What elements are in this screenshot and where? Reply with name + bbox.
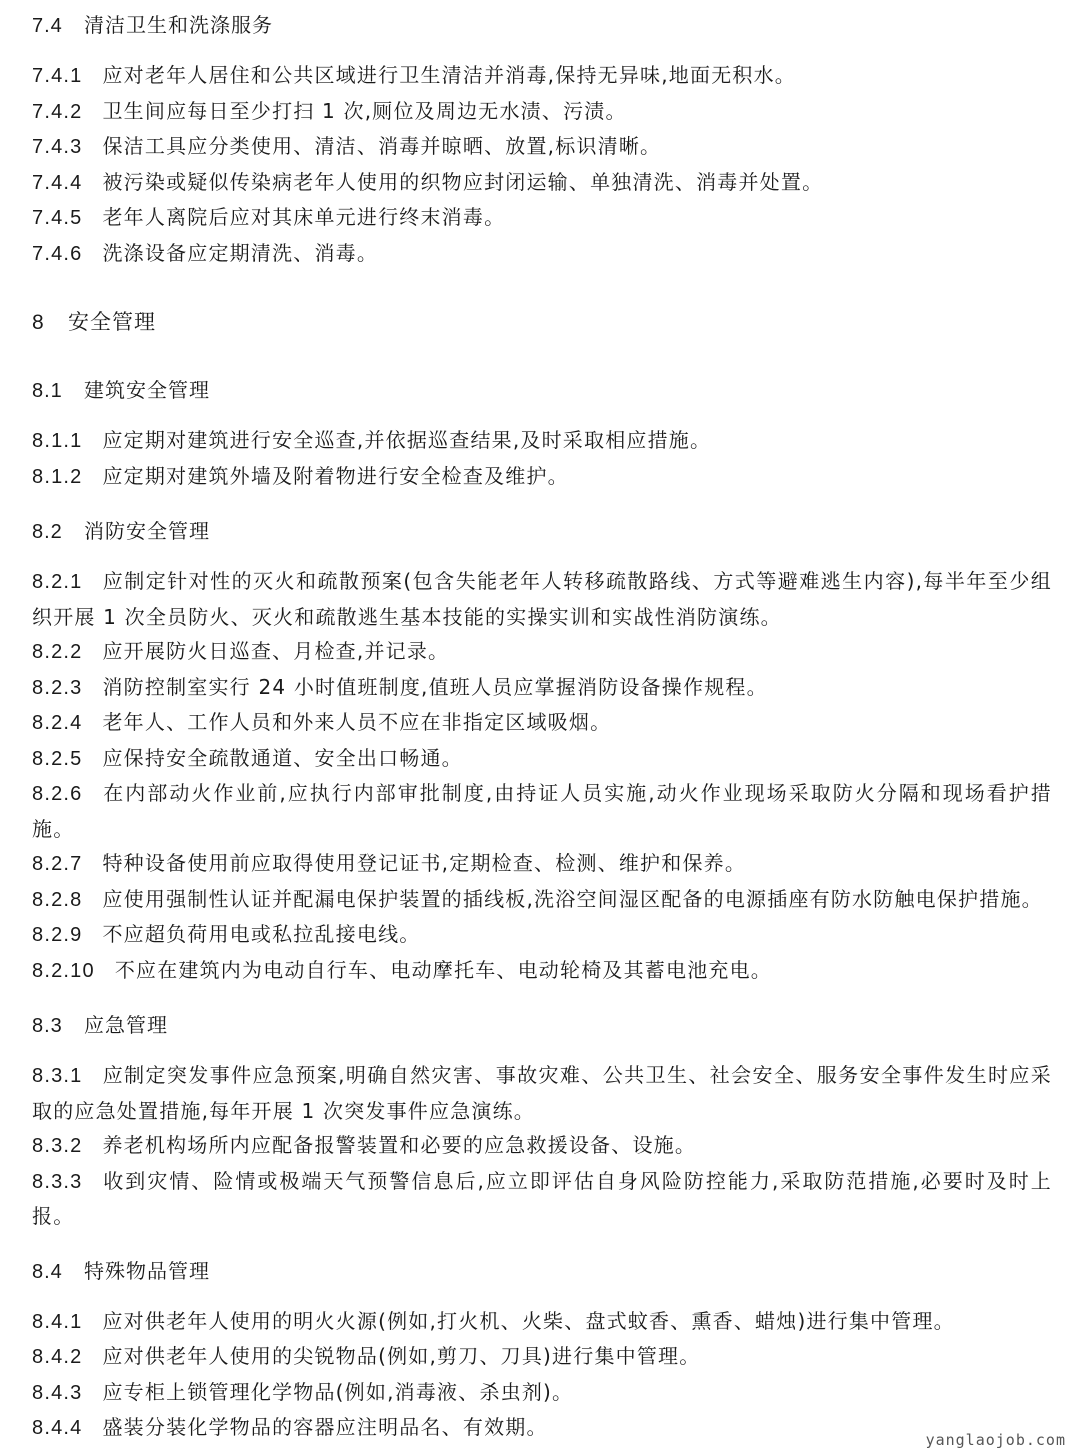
- clause-item: [32, 705, 1052, 741]
- clause-text: 养老机构场所内应配备报警装置和必要的应急救援设备、设施。: [102, 1133, 697, 1157]
- section-7-4: [32, 8, 1052, 271]
- clause-text: 在内部动火作业前,应执行内部审批制度,由持证人员实施,动火作业现场采取防火分隔和现场看护措施。: [32, 781, 1052, 841]
- section-number: 8.3: [32, 1015, 63, 1037]
- clause-item: [32, 1164, 1052, 1234]
- watermark-text: yanglaojob.com: [925, 1431, 1066, 1449]
- clause-item: [32, 1128, 1052, 1164]
- clause-item: [32, 846, 1052, 882]
- clause-text: 卫生间应每日至少打扫 1 次,厕位及周边无水渍、污渍。: [102, 98, 627, 123]
- clause-text: 应对供老年人使用的尖锐物品(例如,剪刀、刀具)进行集中管理。: [102, 1344, 701, 1368]
- clause-number: 8.2.6: [32, 783, 83, 805]
- clause-number: 7.4.6: [32, 242, 83, 265]
- clause-text: 应对老年人居住和公共区域进行卫生清洁并消毒,保持无异味,地面无积水。: [102, 63, 796, 87]
- section-number: 7.4: [32, 15, 63, 37]
- clause-text: 不应在建筑内为电动自行车、电动摩托车、电动轮椅及其蓄电池充电。: [114, 957, 773, 982]
- clause-item: [32, 459, 1052, 495]
- clause-number: 7.4.2: [32, 100, 83, 123]
- clause-item: [32, 776, 1052, 846]
- clause-text: 应开展防火日巡查、月检查,并记录。: [102, 639, 450, 663]
- clause-item: [32, 165, 1052, 201]
- clause-number: 8.2.7: [32, 853, 83, 875]
- clause-text: 不应超负荷用电或私拉乱接电线。: [102, 922, 421, 946]
- clause-item: [32, 1375, 1052, 1411]
- clause-text: 应定期对建筑进行安全巡查,并依据巡查结果,及时采取相应措施。: [102, 428, 712, 452]
- clause-list: [32, 1304, 1052, 1446]
- clause-text: 被污染或疑似传染病老年人使用的织物应封闭运输、单独清洗、消毒并处置。: [102, 169, 824, 194]
- clause-item: [32, 882, 1052, 918]
- clause-number: 8.2.2: [32, 641, 83, 663]
- clause-text: 应制定突发事件应急预案,明确自然灾害、事故灾难、公共卫生、社会安全、服务安全事件发生时应采取的应急处置措施,每年开展 1 次突发事件应急演练。: [32, 1063, 1052, 1123]
- section-8-1: [32, 373, 1052, 494]
- clause-number: 8.2.5: [32, 747, 83, 770]
- clause-item: [32, 1339, 1052, 1375]
- section-heading: [32, 373, 1052, 407]
- clause-text: 盛装分装化学物品的容器应注明品名、有效期。: [102, 1415, 548, 1439]
- clause-number: 8.4.1: [32, 1310, 83, 1333]
- section-title: 清洁卫生和洗涤服务: [84, 13, 273, 37]
- section-heading: [32, 514, 1052, 548]
- chapter-heading: [32, 305, 1052, 339]
- clause-number: 7.4.3: [32, 136, 83, 158]
- clause-text: 应对供老年人使用的明火火源(例如,打火机、火柴、盘式蚊香、熏香、蜡烛)进行集中管理。: [102, 1308, 955, 1333]
- clause-item: [32, 634, 1052, 670]
- clause-number: 8.3.3: [32, 1170, 83, 1193]
- clause-item: [32, 1410, 1052, 1446]
- clause-text: 应保持安全疏散通道、安全出口畅通。: [102, 745, 463, 770]
- clause-text: 应使用强制性认证并配漏电保护装置的插线板,洗浴空间湿区配备的电源插座有防水防触电保护措施。: [102, 886, 1043, 911]
- section-heading: [32, 1254, 1052, 1288]
- section-8-4: [32, 1254, 1052, 1446]
- clause-text: 老年人、工作人员和外来人员不应在非指定区域吸烟。: [102, 710, 612, 734]
- clause-text: 应专柜上锁管理化学物品(例如,消毒液、杀虫剂)。: [102, 1379, 574, 1404]
- clause-number: 7.4.4: [32, 171, 83, 194]
- section-number: 8.4: [32, 1260, 63, 1283]
- clause-item: [32, 200, 1052, 236]
- clause-list: [32, 423, 1052, 494]
- clause-item: [32, 1058, 1052, 1128]
- clause-item: [32, 741, 1052, 777]
- clause-number: 8.3.1: [32, 1065, 83, 1087]
- clause-number: 8.4.3: [32, 1381, 83, 1404]
- clause-item: [32, 236, 1052, 272]
- clause-number: 8.2.8: [32, 888, 83, 911]
- clause-number: 8.2.3: [32, 676, 83, 699]
- section-8-2: [32, 514, 1052, 988]
- chapter-title: 安全管理: [68, 310, 156, 334]
- clause-list: [32, 58, 1052, 271]
- clause-text: 消防控制室实行 24 小时值班制度,值班人员应掌握消防设备操作规程。: [102, 674, 768, 699]
- section-number: 8.1: [32, 380, 63, 402]
- clause-item: [32, 58, 1052, 94]
- section-number: 8.2: [32, 521, 63, 543]
- chapter-8: [32, 305, 1052, 339]
- section-8-3: [32, 1008, 1052, 1234]
- clause-item: [32, 1304, 1052, 1340]
- clause-item: [32, 917, 1052, 953]
- clause-number: 8.2.1: [32, 571, 83, 593]
- clause-text: 保洁工具应分类使用、清洁、消毒并晾晒、放置,标识清晰。: [102, 134, 662, 158]
- clause-item: [32, 423, 1052, 459]
- clause-text: 收到灾情、险情或极端天气预警信息后,应立即评估自身风险防控能力,采取防范措施,必要时及时上报。: [32, 1168, 1052, 1228]
- section-heading: [32, 8, 1052, 42]
- clause-item: [32, 670, 1052, 706]
- clause-item: [32, 564, 1052, 634]
- clause-item: [32, 953, 1052, 989]
- clause-number: 8.1.1: [32, 430, 83, 452]
- clause-number: 8.4.4: [32, 1417, 83, 1439]
- section-title: 建筑安全管理: [84, 378, 210, 402]
- clause-text: 老年人离院后应对其床单元进行终末消毒。: [102, 205, 506, 229]
- chapter-number: 8: [32, 311, 45, 334]
- section-heading: [32, 1008, 1052, 1042]
- document-page: [32, 8, 1052, 1446]
- clause-number: 8.1.2: [32, 465, 83, 488]
- clause-text: 洗涤设备应定期清洗、消毒。: [102, 240, 379, 265]
- clause-number: 8.2.9: [32, 924, 83, 946]
- clause-list: [32, 564, 1052, 988]
- clause-list: [32, 1058, 1052, 1234]
- clause-text: 应制定针对性的灭火和疏散预案(包含失能老年人转移疏散路线、方式等避难逃生内容),每半年至少组织开展 1 次全员防火、灭火和疏散逃生基本技能的实操实训和实战性消防演练。: [32, 569, 1052, 629]
- clause-number: 8.2.4: [32, 712, 83, 734]
- section-title: 特殊物品管理: [84, 1258, 210, 1283]
- clause-number: 7.4.5: [32, 207, 83, 229]
- clause-item: [32, 94, 1052, 130]
- clause-item: [32, 129, 1052, 165]
- clause-number: 8.4.2: [32, 1346, 83, 1368]
- section-title: 应急管理: [84, 1013, 168, 1037]
- clause-number: 8.2.10: [32, 959, 95, 982]
- clause-text: 应定期对建筑外墙及附着物进行安全检查及维护。: [102, 463, 569, 488]
- clause-number: 8.3.2: [32, 1135, 83, 1157]
- clause-text: 特种设备使用前应取得使用登记证书,定期检查、检测、维护和保养。: [102, 851, 747, 875]
- section-title: 消防安全管理: [84, 519, 210, 543]
- clause-number: 7.4.1: [32, 65, 83, 87]
